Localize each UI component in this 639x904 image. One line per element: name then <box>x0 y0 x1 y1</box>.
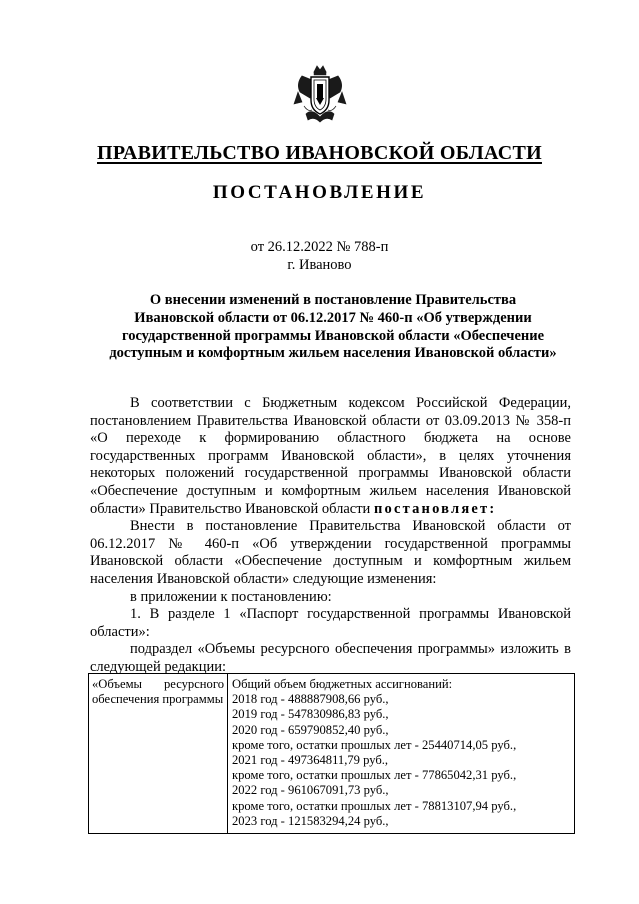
budget-line: 2018 год - 488887908,66 руб., <box>232 692 389 707</box>
decree-subject <box>96 292 570 363</box>
amendment-paragraph: Внести в постановление Правительства Ивановской области от 06.12.2017 № 460-п «Об утверждении государственной программы Ивановской области «Обеспечение доступным и комфортным жильем населения Ивановской области» следующие изменения: <box>90 518 571 587</box>
city: г. Иваново <box>287 257 352 273</box>
subject-line: О внесении изменений в постановление Правительства <box>149 292 517 308</box>
decree-body <box>90 395 571 677</box>
subject-line: доступным и комфортным жильем населения Ивановской области» <box>109 345 557 362</box>
table-row <box>89 674 575 834</box>
subject-line: государственной программы Ивановской области «Обеспечение <box>121 327 545 344</box>
coat-of-arms-icon <box>292 62 348 126</box>
budget-line: Общий объем бюджетных ассигнований: <box>232 677 453 691</box>
section-paragraph: 1. В разделе 1 «Паспорт государственной программы Ивановской области»: <box>90 606 571 640</box>
budget-line: кроме того, остатки прошлых лет - 77865042,31 руб., <box>232 768 517 783</box>
government-name: ПРАВИТЕЛЬСТВО ИВАНОВСКОЙ ОБЛАСТИ <box>97 142 542 164</box>
budget-line: 2019 год - 547830986,83 руб., <box>232 707 389 722</box>
budget-line: 2020 год - 659790852,40 руб., <box>232 722 389 737</box>
subsection-paragraph: подраздел «Объемы ресурсного обеспечения программы» изложить в следующей редакции: <box>90 641 571 675</box>
decree-date-number: от 26.12.2022 № 788-п <box>250 239 389 255</box>
budget-line: кроме того, остатки прошлых лет - 78813107,94 руб., <box>232 798 517 813</box>
preamble-paragraph: В соответствии с Бюджетным кодексом Российской Федерации, постановлением Правительства Ивановской области от 03.09.2013 № 358-п «О переходе к формированию областного бюджета на основе государственных программ Ивановской области», в целях уточнения некоторых положений государственной программы Ивановской области «Обеспечение доступным и комфортным жильем населения Ивановской области» Правительство Ивановской области постановляет: <box>90 395 571 517</box>
subject-line: Ивановской области от 06.12.2017 № 460-п «Об утверждении <box>134 309 532 326</box>
budget-line: 2021 год - 497364811,79 руб., <box>232 753 389 768</box>
resolves-word: постановляет: <box>373 500 497 517</box>
budget-line: 2022 год - 961067091,73 руб., <box>232 783 389 798</box>
budget-line: 2023 год - 121583294,24 руб., <box>232 813 389 828</box>
resource-table <box>88 673 575 834</box>
document-type: ПОСТАНОВЛЕНИЕ <box>212 182 427 203</box>
table-cell-label: «Объемы ресурсного обеспечения программы <box>89 674 228 834</box>
budget-line: кроме того, остатки прошлых лет - 25440714,05 руб., <box>232 737 517 752</box>
appendix-paragraph: в приложении к постановлению: <box>130 588 332 605</box>
table-cell-values <box>228 674 575 834</box>
